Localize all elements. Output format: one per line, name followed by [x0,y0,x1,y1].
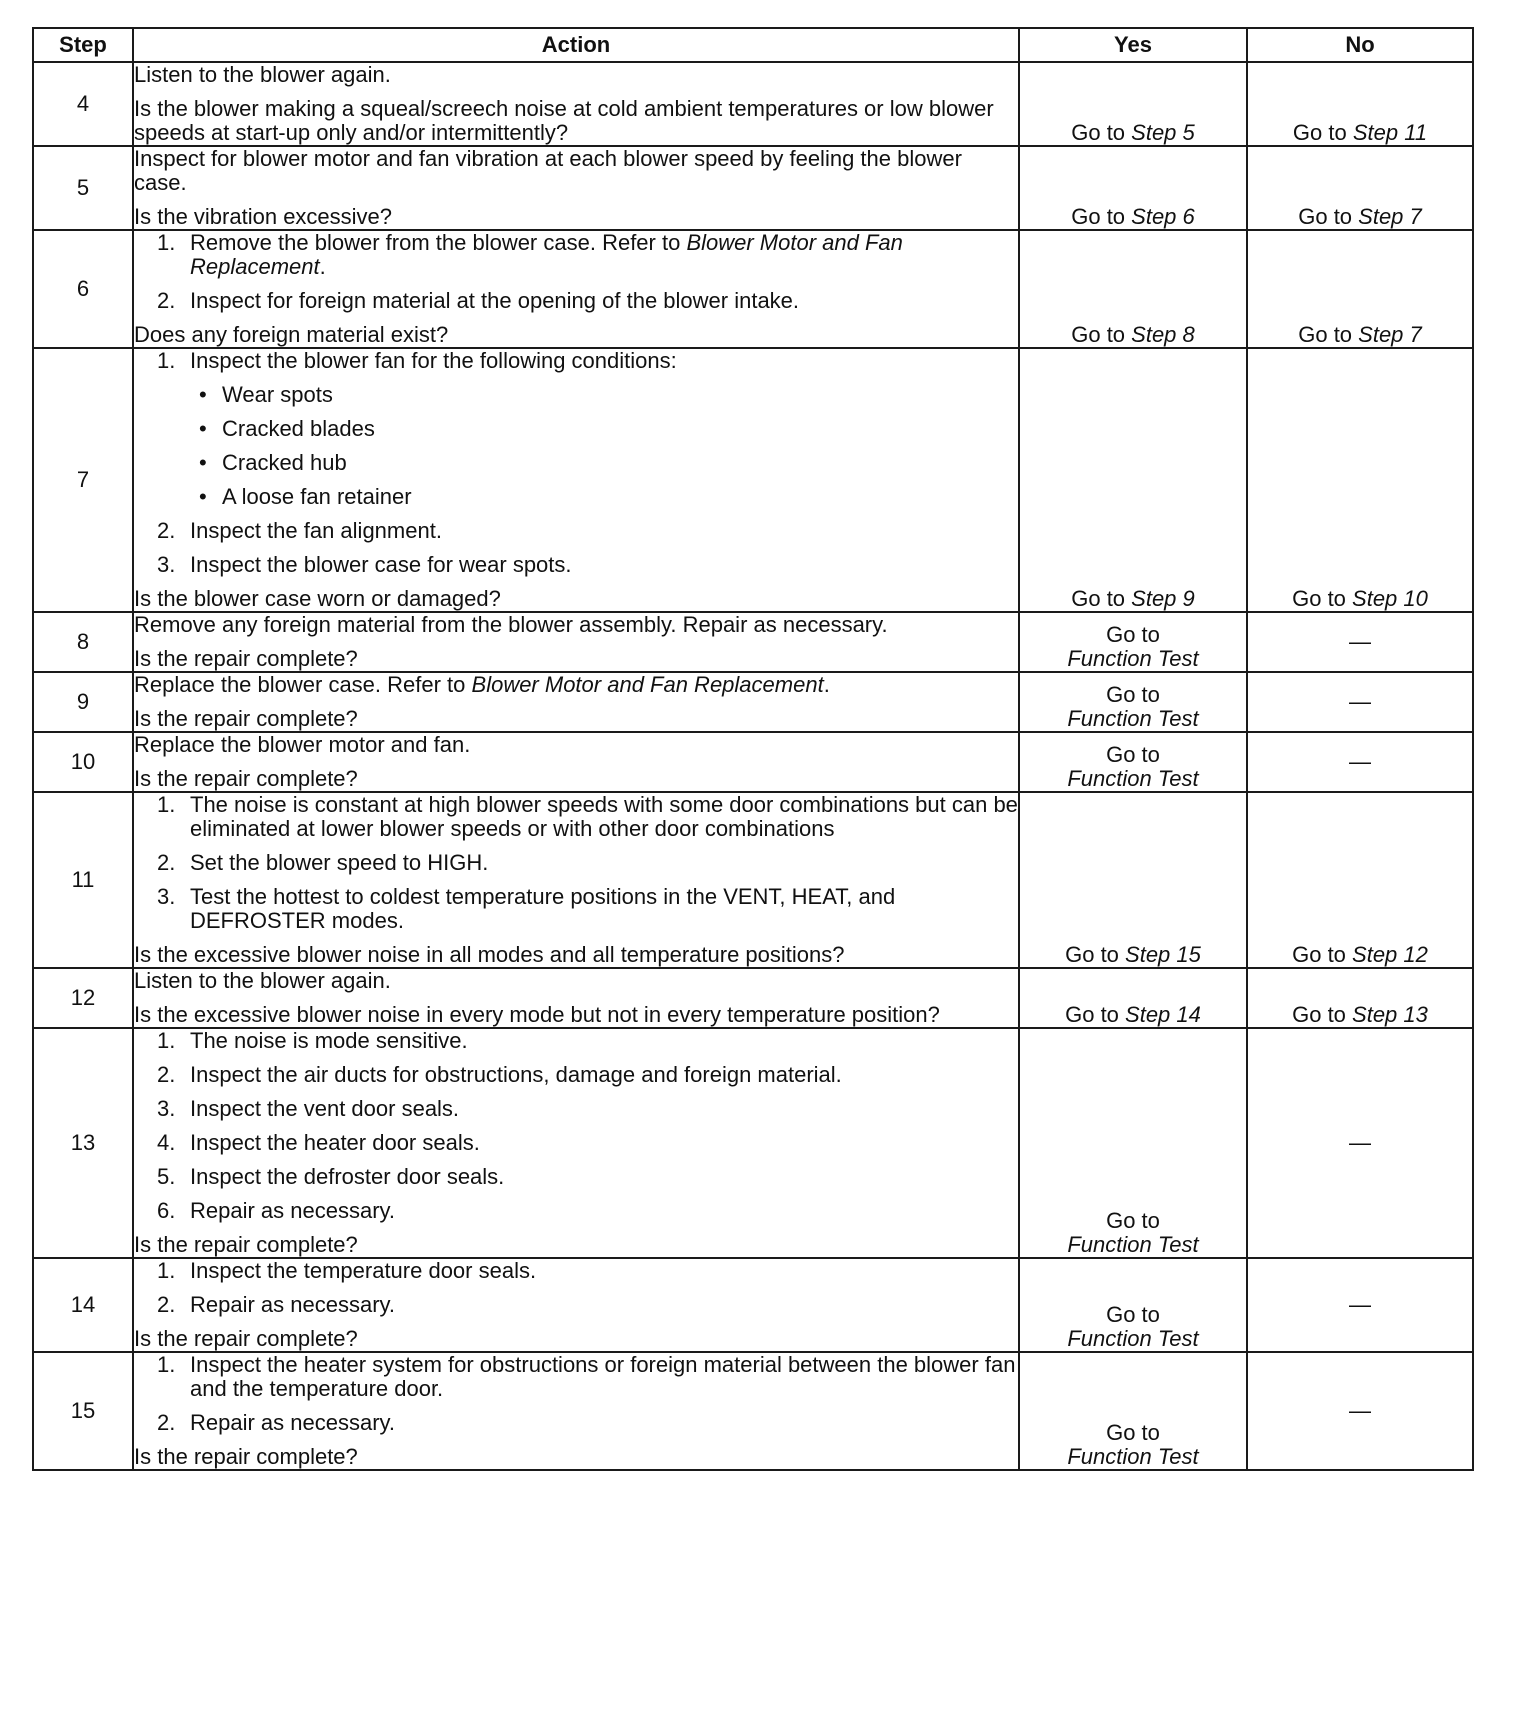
yes-result: Go to Step 8 [1019,230,1247,348]
instruction-text: Is the repair complete? [134,646,358,671]
yes-result: Go to Step 9 [1019,348,1247,612]
instruction-text: Is the blower making a squeal/screech noise at cold ambient temperatures or low blower speeds at start-up only and/or intermittently? [134,96,994,145]
item-number: 1. [157,230,176,255]
instruction-text: Repair as necessary. [190,1292,396,1317]
italic-reference: Step 10 [1352,586,1428,611]
table-row [33,672,1473,732]
no-result: Go to Step 7 [1247,230,1473,348]
action-cell [133,230,1019,348]
instruction-text: Inspect the vent door seals. [190,1096,460,1121]
instruction-text: Is the blower case worn or damaged? [134,586,501,611]
bullet-item [134,417,1018,441]
instruction-text: Inspect the fan alignment. [190,518,442,543]
instruction-text: Listen to the blower again. [134,968,391,993]
table-row [33,792,1473,968]
header-step: Step [33,28,133,62]
numbered-instruction [134,1165,1018,1189]
instruction-text: Inspect the blower fan for the following conditions: [190,348,677,373]
instruction-text: Inspect the heater system for obstructions or foreign material between the blower fan and the temperature door. [190,1352,1016,1401]
instruction-text: Set the blower speed to HIGH. [190,850,489,875]
yes-result: Go to Step 15 [1019,792,1247,968]
no-result: — [1247,732,1473,792]
step-number: 13 [33,1028,133,1258]
numbered-instruction [134,1131,1018,1155]
yes-result: Go to Function Test [1019,672,1247,732]
action-cell [133,348,1019,612]
yes-result: Go to Function Test [1019,1258,1247,1352]
italic-reference: Blower Motor and Fan Replacement [471,672,824,697]
table-row [33,968,1473,1028]
numbered-instruction [134,553,1018,577]
italic-reference: Function Test [1067,706,1199,731]
no-result: — [1247,672,1473,732]
item-number: 1. [157,792,176,817]
item-number: 4. [157,1130,176,1155]
step-number: 6 [33,230,133,348]
table-row [33,1352,1473,1470]
instruction-text: Replace the blower case. Refer to Blower Motor and Fan Replacement. [134,672,830,697]
instruction-text: Remove the blower from the blower case. Refer to Blower Motor and Fan Replacement. [190,230,903,279]
table-row [33,732,1473,792]
instruction-text: Is the repair complete? [134,706,358,731]
item-number: 2. [157,850,176,875]
action-cell [133,1028,1019,1258]
step-number: 9 [33,672,133,732]
instruction-text: Inspect the blower case for wear spots. [190,552,572,577]
table-row [33,230,1473,348]
table-header-row [33,28,1473,62]
step-number: 7 [33,348,133,612]
instruction-text: Is the repair complete? [134,1444,358,1469]
step-number: 4 [33,62,133,146]
action-cell [133,612,1019,672]
yes-result: Go to Step 5 [1019,62,1247,146]
step-number: 10 [33,732,133,792]
header-yes: Yes [1019,28,1247,62]
action-cell [133,672,1019,732]
action-cell [133,1352,1019,1470]
header-action: Action [133,28,1019,62]
bullet-text: Cracked blades [222,416,375,441]
action-cell [133,732,1019,792]
no-result: Go to Step 7 [1247,146,1473,230]
italic-reference: Step 7 [1358,322,1422,347]
italic-reference: Step 8 [1131,322,1195,347]
table-row [33,1258,1473,1352]
bullet-item [134,451,1018,475]
instruction-text: Inspect the heater door seals. [190,1130,480,1155]
bullet-item [134,485,1018,509]
bullet-icon: • [199,416,207,441]
item-number: 1. [157,348,176,373]
italic-reference: Step 7 [1358,204,1422,229]
italic-reference: Step 9 [1131,586,1195,611]
numbered-instruction [134,1411,1018,1435]
item-number: 6. [157,1198,176,1223]
bullet-icon: • [199,382,207,407]
table-row [33,62,1473,146]
instruction-text: Repair as necessary. [190,1410,396,1435]
step-number: 11 [33,792,133,968]
instruction-text: Inspect for blower motor and fan vibration at each blower speed by feeling the blower case. [134,146,962,195]
instruction-text: Repair as necessary. [190,1198,396,1223]
action-cell [133,968,1019,1028]
no-result: Go to Step 12 [1247,792,1473,968]
item-number: 2. [157,1410,176,1435]
no-result: Go to Step 11 [1247,62,1473,146]
item-number: 2. [157,518,176,543]
bullet-text: Wear spots [222,382,333,407]
no-result: — [1247,1352,1473,1470]
instruction-text: Is the repair complete? [134,1326,358,1351]
numbered-instruction [134,1259,1018,1283]
instruction-text: Inspect for foreign material at the opening of the blower intake. [190,288,800,313]
italic-reference: Step 6 [1131,204,1195,229]
table-row [33,1028,1473,1258]
instruction-text: The noise is mode sensitive. [190,1028,468,1053]
instruction-text: Is the excessive blower noise in all modes and all temperature positions? [134,942,845,967]
step-number: 15 [33,1352,133,1470]
no-result: — [1247,612,1473,672]
instruction-text: Inspect the air ducts for obstructions, damage and foreign material. [190,1062,842,1087]
numbered-instruction [134,519,1018,543]
italic-reference: Step 5 [1131,120,1195,145]
bullet-text: Cracked hub [222,450,347,475]
italic-reference: Step 13 [1352,1002,1428,1027]
item-number: 2. [157,1062,176,1087]
item-number: 3. [157,1096,176,1121]
bullet-item [134,383,1018,407]
yes-result: Go to Function Test [1019,612,1247,672]
italic-reference: Function Test [1067,1326,1199,1351]
instruction-text: Inspect the temperature door seals. [190,1258,537,1283]
no-result: Go to Step 10 [1247,348,1473,612]
instruction-text: Inspect the defroster door seals. [190,1164,505,1189]
numbered-instruction [134,851,1018,875]
no-result: — [1247,1028,1473,1258]
numbered-instruction [134,231,1018,279]
item-number: 3. [157,552,176,577]
numbered-instruction [134,1199,1018,1223]
item-number: 3. [157,884,176,909]
item-number: 2. [157,288,176,313]
instruction-text: Replace the blower motor and fan. [134,732,471,757]
bullet-icon: • [199,484,207,509]
step-number: 12 [33,968,133,1028]
italic-reference: Function Test [1067,766,1199,791]
yes-result: Go to Function Test [1019,1352,1247,1470]
header-no: No [1247,28,1473,62]
numbered-instruction [134,885,1018,933]
numbered-instruction [134,1293,1018,1317]
yes-result: Go to Function Test [1019,732,1247,792]
numbered-instruction [134,349,1018,373]
italic-reference: Step 15 [1125,942,1201,967]
diagnostic-table [32,27,1474,1471]
instruction-text: Is the repair complete? [134,766,358,791]
italic-reference: Step 11 [1352,120,1428,145]
item-number: 2. [157,1292,176,1317]
instruction-text: Is the excessive blower noise in every mode but not in every temperature position? [134,1002,940,1027]
item-number: 5. [157,1164,176,1189]
item-number: 1. [157,1258,176,1283]
no-result: Go to Step 13 [1247,968,1473,1028]
step-number: 5 [33,146,133,230]
italic-reference: Blower Motor and Fan Replacement [190,230,903,279]
yes-result: Go to Function Test [1019,1028,1247,1258]
table-row [33,612,1473,672]
instruction-text: Is the vibration excessive? [134,204,393,229]
numbered-instruction [134,1097,1018,1121]
action-cell [133,62,1019,146]
instruction-text: Listen to the blower again. [134,62,391,87]
yes-result: Go to Step 14 [1019,968,1247,1028]
instruction-text: The noise is constant at high blower speeds with some door combinations but can be eliminated at lower blower speeds or with other door combinations [190,792,1018,841]
numbered-instruction [134,289,1018,313]
italic-reference: Step 12 [1352,942,1428,967]
table-row [33,146,1473,230]
instruction-text: Is the repair complete? [134,1232,358,1257]
italic-reference: Function Test [1067,646,1199,671]
step-number: 8 [33,612,133,672]
action-cell [133,1258,1019,1352]
bullet-icon: • [199,450,207,475]
item-number: 1. [157,1028,176,1053]
instruction-text: Test the hottest to coldest temperature positions in the VENT, HEAT, and DEFROSTER modes. [190,884,896,933]
no-result: — [1247,1258,1473,1352]
italic-reference: Step 14 [1125,1002,1201,1027]
italic-reference: Function Test [1067,1232,1199,1257]
yes-result: Go to Step 6 [1019,146,1247,230]
table-row [33,348,1473,612]
item-number: 1. [157,1352,176,1377]
bullet-text: A loose fan retainer [222,484,412,509]
numbered-instruction [134,1029,1018,1053]
action-cell [133,792,1019,968]
action-cell [133,146,1019,230]
instruction-text: Remove any foreign material from the blower assembly. Repair as necessary. [134,612,888,637]
numbered-instruction [134,1353,1018,1401]
diagnostic-table-page [32,27,1472,1471]
table-body [33,62,1473,1470]
step-number: 14 [33,1258,133,1352]
italic-reference: Function Test [1067,1444,1199,1469]
numbered-instruction [134,793,1018,841]
numbered-instruction [134,1063,1018,1087]
instruction-text: Does any foreign material exist? [134,322,449,347]
